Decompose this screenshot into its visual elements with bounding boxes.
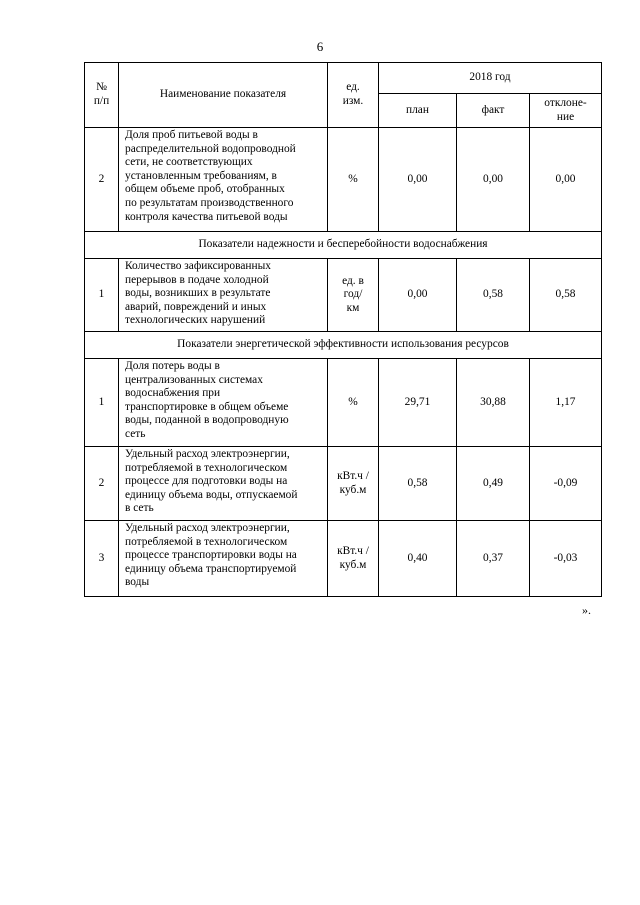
deviation-value: -0,03: [530, 521, 602, 597]
unit-cell: кВт.ч / куб.м: [328, 521, 379, 597]
indicators-table: [84, 62, 602, 597]
fact-value: 0,49: [457, 447, 530, 521]
table-row: [85, 259, 602, 332]
section-title: Показатели энергетической эффективности использования ресурсов: [85, 332, 602, 359]
plan-value: 0,00: [379, 128, 457, 232]
row-number: 1: [85, 259, 119, 332]
deviation-value: 1,17: [530, 359, 602, 447]
table-row: [85, 521, 602, 597]
section-row: [85, 232, 602, 259]
fact-value: 0,37: [457, 521, 530, 597]
plan-value: 0,40: [379, 521, 457, 597]
row-number: 2: [85, 447, 119, 521]
unit-cell: %: [328, 359, 379, 447]
header-name: Наименование показателя: [119, 63, 328, 128]
indicator-name: Доля проб питьевой воды в распределительной водопроводной сети, не соответствующих установленным требованиям, в общем объеме проб, отобранных по результатам производственного контроля качества питьевой воды: [119, 128, 328, 232]
closing-quote: ».: [582, 603, 591, 617]
header-unit: ед. изм.: [328, 63, 379, 128]
indicator-name: Доля потерь воды в централизованных системах водоснабжения при транспортировке в общем объеме воды, поданной в водопроводную сеть: [119, 359, 328, 447]
table-body: [85, 128, 602, 597]
deviation-value: -0,09: [530, 447, 602, 521]
deviation-value: 0,58: [530, 259, 602, 332]
header-deviation: отклоне- ние: [530, 94, 602, 128]
table-row: [85, 447, 602, 521]
indicator-name: Удельный расход электроэнергии, потребляемой в технологическом процессе для подготовки воды на единицу объема воды, отпускаемой в сеть: [119, 447, 328, 521]
row-number: 1: [85, 359, 119, 447]
row-number: 2: [85, 128, 119, 232]
plan-value: 0,00: [379, 259, 457, 332]
page-number: 6: [316, 39, 324, 54]
unit-cell: кВт.ч / куб.м: [328, 447, 379, 521]
section-title: Показатели надежности и бесперебойности водоснабжения: [85, 232, 602, 259]
header-fact: факт: [457, 94, 530, 128]
indicator-name: Количество зафиксированных перерывов в подаче холодной воды, возникших в результате аварий, повреждений и иных технологических нарушений: [119, 259, 328, 332]
indicator-name: Удельный расход электроэнергии, потребляемой в технологическом процессе транспортировки воды на единицу объема транспортируемой воды: [119, 521, 328, 597]
row-number: 3: [85, 521, 119, 597]
fact-value: 0,00: [457, 128, 530, 232]
plan-value: 29,71: [379, 359, 457, 447]
header-num: № п/п: [85, 63, 119, 128]
fact-value: 30,88: [457, 359, 530, 447]
unit-cell: ед. в год/ км: [328, 259, 379, 332]
section-row: [85, 332, 602, 359]
plan-value: 0,58: [379, 447, 457, 521]
table-row: [85, 359, 602, 447]
table-row: [85, 128, 602, 232]
header-year: 2018 год: [379, 63, 602, 94]
unit-cell: %: [328, 128, 379, 232]
header-plan: план: [379, 94, 457, 128]
deviation-value: 0,00: [530, 128, 602, 232]
fact-value: 0,58: [457, 259, 530, 332]
